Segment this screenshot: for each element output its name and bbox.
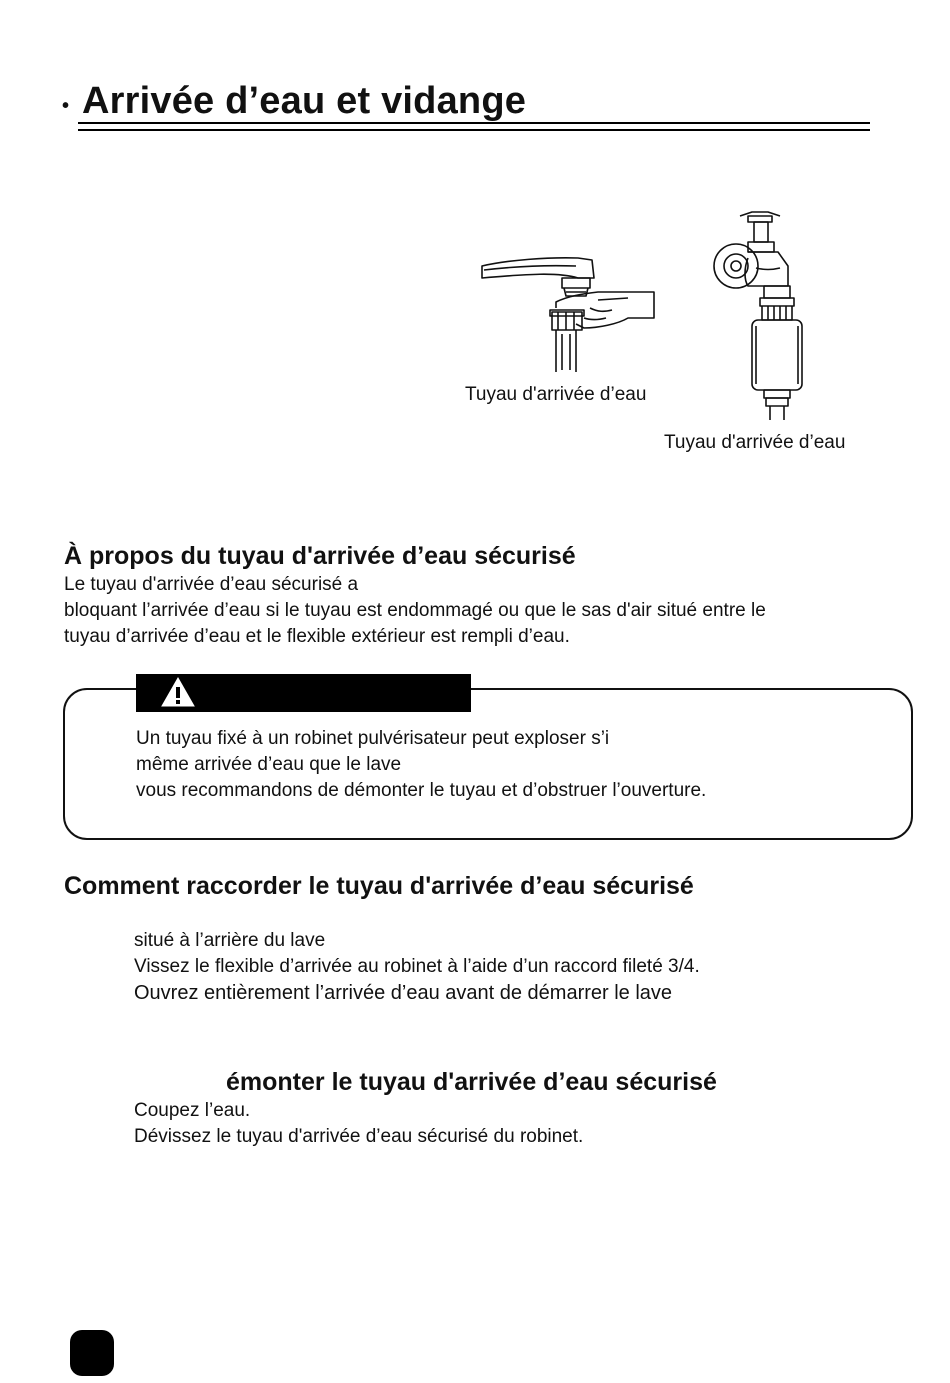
wall-tap-illustration	[708, 208, 818, 423]
text-line: Vissez le flexible d’arrivée au robinet à l’aide d’un raccord fileté 3/4.	[134, 956, 700, 977]
page-title: Arrivée d’eau et vidange	[82, 80, 527, 122]
section-heading-connect: Comment raccorder le tuyau d'arrivée d’eau sécurisé	[64, 872, 694, 900]
section-remove-body	[134, 1098, 583, 1150]
text-line: même arrivée d’eau que le lave	[136, 754, 402, 775]
section-heading-about: À propos du tuyau d'arrivée d’eau sécurisé	[64, 542, 576, 570]
title-bullet: •	[62, 95, 70, 117]
text-line: Coupez l’eau.	[134, 1100, 251, 1121]
text-line: Dévissez le tuyau d'arrivée d’eau sécurisé du robinet.	[134, 1126, 584, 1147]
text-line: situé à l’arrière du lave	[134, 930, 326, 951]
section-about-body	[64, 572, 904, 650]
text-line: Un tuyau fixé à un robinet pulvérisateur peut exploser s’i	[136, 728, 610, 749]
section-heading-remove: émonter le tuyau d'arrivée d’eau sécurisé	[226, 1068, 717, 1096]
text-line: Le tuyau d'arrivée d’eau sécurisé a	[64, 574, 359, 595]
page-number-badge	[70, 1330, 114, 1376]
section-connect-body	[134, 928, 700, 1006]
figure-caption-right: Tuyau d'arrivée d’eau	[664, 432, 846, 453]
figure-caption-left: Tuyau d'arrivée d’eau	[465, 384, 647, 405]
warning-triangle-icon	[160, 676, 196, 708]
text-line: tuyau d’arrivée d’eau et le flexible extérieur est rempli d’eau.	[64, 626, 570, 647]
text-line: vous recommandons de démonter le tuyau et d’obstruer l’ouverture.	[136, 780, 707, 801]
title-rule-top	[78, 122, 870, 124]
faucet-hand-illustration	[478, 252, 663, 387]
title-rule-bottom	[78, 129, 870, 131]
warning-text	[136, 726, 706, 804]
text-line: bloquant l’arrivée d’eau si le tuyau est endommagé ou que le sas d'air situé entre le	[64, 600, 766, 621]
text-line: Ouvrez entièrement l’arrivée d’eau avant de démarrer le lave	[134, 982, 673, 1004]
